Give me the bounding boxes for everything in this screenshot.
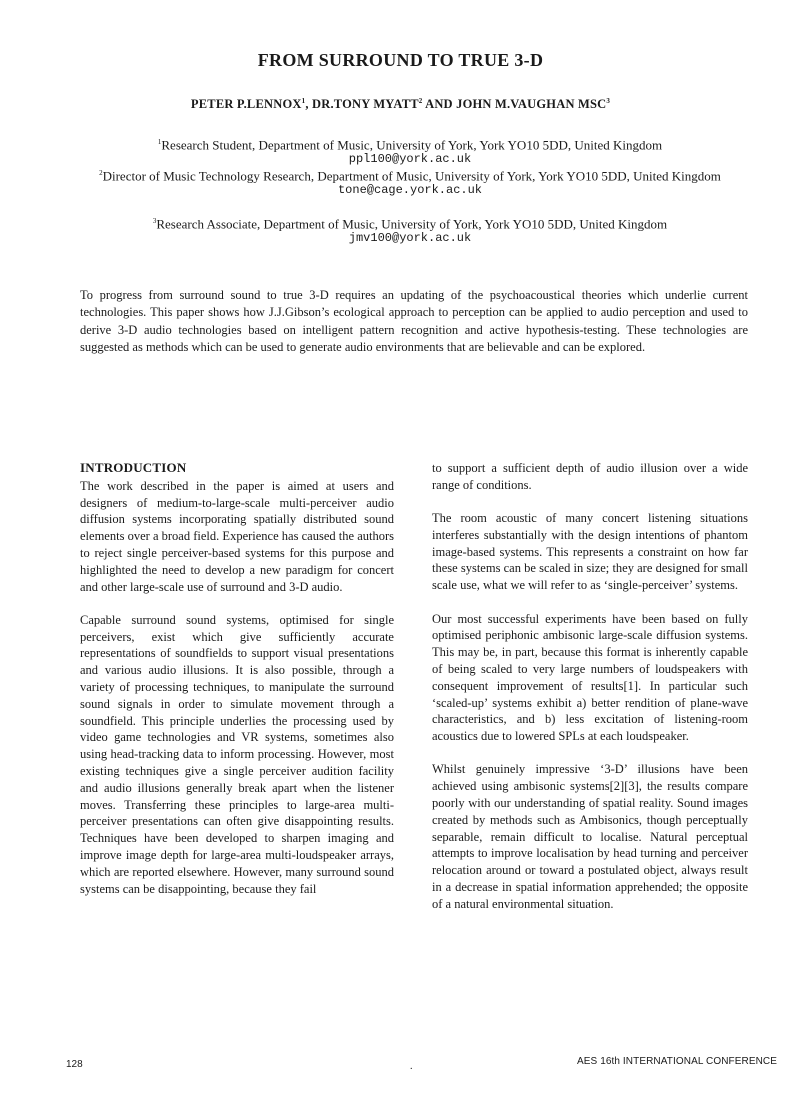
body-paragraph: to support a sufficient depth of audio illusion over a wide range of conditions.: [432, 461, 748, 492]
affiliation-text: Director of Music Technology Research, Department of Music, University of York, York YO10 5DD, United Kingdom: [102, 168, 721, 184]
author-2: DR.TONY MYATT: [311, 97, 419, 112]
author-3-affil-mark: 3: [606, 97, 611, 105]
paper-title: FROM SURROUND TO TRUE 3-D: [257, 50, 544, 70]
page-number: 128: [66, 1059, 83, 1070]
abstract: To progress from surround sound to true 3-D requires an updating of the psychoacoustical theories which underlie current technologies. This paper shows how J.J.Gibson’s ecological approach to perception can be applied to audio perception and used to derive 3-D audio technologies based on intelligent pattern recognition and active hypothesis-testing. These technologies are suggested as methods which can be used to generate audio environments that are believable and can be explored.: [80, 288, 748, 355]
author-list: [0, 97, 801, 112]
author-1-affil-mark: 1: [301, 97, 306, 105]
author-1: PETER P.LENNOX: [190, 97, 302, 112]
conference-name: AES 16th INTERNATIONAL CONFERENCE: [577, 1056, 778, 1067]
body-paragraph: Capable surround sound systems, optimised for single perceivers, exist which give sufficiently accurate representations of soundfields to support visual presentations and various audio illusions. It is also possible, through a variety of processing techniques, to manipulate the surround sound signals in order to simulate movement through a soundfield. This principle underlies the processing used by video game technologies and VR systems, sometimes also using head-tracking data to inform processing. However, most existing techniques give a single perceiver audition facility and audio illusions generally break apart when the listener moves. Transferring these principles to large-area multi-perceiver presentations can often give disappointing results. Techniques have been developed to sharpen imaging and improve image depth for large-area multi-loudspeaker arrays, which are reported elsewhere. However, many surround sound systems can be disappointing, because they fail: [80, 612, 394, 896]
body-paragraph: The room acoustic of many concert listening situations interferes substantially with the design intentions of phantom image-based systems. This represents a constraint on how far these systems can be scaled in size; they are designed for small scale use, what we will refer to as ‘single-perceiver’ systems.: [432, 511, 748, 593]
author-separator: ,: [305, 97, 312, 112]
affiliation-text: Research Student, Department of Music, University of York, York YO10 5DD, United Kingdom: [161, 137, 663, 153]
affiliation-mark: 2: [99, 169, 103, 177]
right-column: [432, 460, 748, 929]
affiliation-3: [80, 214, 740, 246]
affiliation-mark: 1: [157, 138, 162, 146]
author-2-affil-mark: 2: [418, 97, 423, 105]
section-heading-introduction: INTRODUCTION: [80, 460, 187, 475]
body-paragraph: The work described in the paper is aimed at users and designers of medium-to-large-scale multi-perceiver audio diffusion systems incorporating spatially distributed sound elements over a broad field. Experience has caused the authors to reject single perceiver-based systems for this purpose and highlighted the need to develop a new paradigm for concert and other large-scale use of surround and 3-D audio.: [80, 478, 394, 594]
author-email[interactable]: tone@cage.york.ac.uk: [337, 183, 483, 198]
author-email[interactable]: ppl100@york.ac.uk: [348, 152, 472, 167]
affiliation-1: [80, 135, 740, 167]
footer-dot: .: [410, 1061, 413, 1072]
affiliation-mark: 3: [152, 217, 157, 225]
affiliation-text: Research Associate, Department of Music, University of York, York YO10 5DD, United Kingdom: [156, 216, 668, 232]
left-column: [80, 460, 394, 914]
author-separator: AND: [422, 97, 457, 112]
author-3: JOHN M.VAUGHAN MSC: [456, 97, 607, 112]
body-paragraph: Our most successful experiments have been based on fully optimised periphonic ambisonic large-scale diffusion systems. This may be, in part, because this format is inherently capable of being scaled to very large numbers of loudspeakers with consequent improvement of results[1]. In particular such ‘scaled-up’ systems exhibit a) better rendition of plane-wave characteristics, and b) less excitation of listening-room acoustics due to lowered SPLs at each loudspeaker.: [432, 611, 748, 744]
body-paragraph: Whilst genuinely impressive ‘3-D’ illusions have been achieved using ambisonic systems[2][3], the results compare poorly with our understanding of spatial reality. Sound images created by methods such as Ambisonics, though perceptually separable, remain difficult to localise. Natural perceptual attempts to improve localisation by head turning and perceiver relocation around or toward a postulated object, always result in a decrease in spatial information apprehended; the opposite of a natural environmental situation.: [432, 762, 748, 911]
author-email[interactable]: jmv100@york.ac.uk: [348, 231, 472, 246]
affiliation-2: [80, 166, 740, 198]
